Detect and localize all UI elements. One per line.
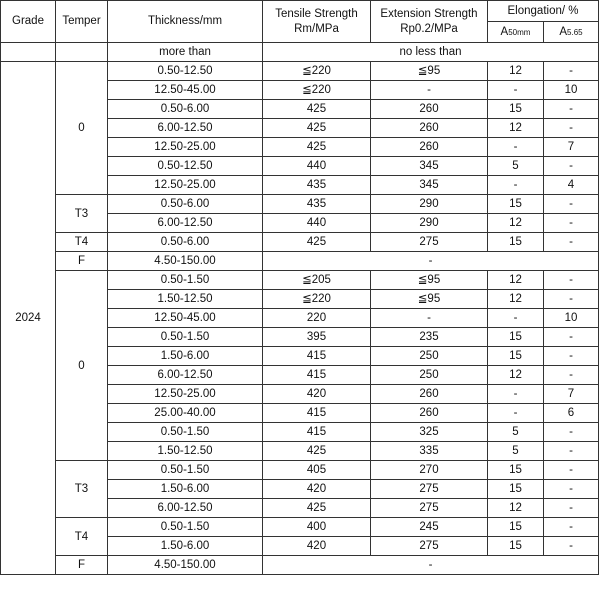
header-thickness: Thickness/mm [108,1,263,43]
header-extension-strength [371,1,488,43]
extension-cell: 250 [371,366,488,385]
thickness-cell: 12.50-45.00 [108,81,263,100]
extension-cell: 290 [371,214,488,233]
thickness-cell: 4.50-150.00 [108,252,263,271]
thickness-cell: 0.50-1.50 [108,518,263,537]
thickness-cell: 0.50-1.50 [108,271,263,290]
temper-cell: F [56,252,108,271]
header-a565-sub: 5.65 [567,27,583,37]
a50mm-cell: 12 [488,271,544,290]
a565-cell: - [544,442,599,461]
thickness-cell: 1.50-6.00 [108,347,263,366]
a50mm-cell: - [488,81,544,100]
a50mm-cell: 15 [488,518,544,537]
extension-cell: ≦95 [371,290,488,309]
header-no-less-than: no less than [263,43,599,62]
thickness-cell: 12.50-45.00 [108,309,263,328]
a565-cell: - [544,518,599,537]
extension-cell: 260 [371,100,488,119]
tensile-cell: 400 [263,518,371,537]
table-header [1,1,599,62]
a565-cell: 10 [544,309,599,328]
a565-cell: 7 [544,138,599,157]
header-a50mm-sub: 50mm [508,27,531,37]
a565-cell: - [544,537,599,556]
table-row [1,252,599,271]
tensile-cell: 435 [263,176,371,195]
thickness-cell: 0.50-1.50 [108,423,263,442]
extension-cell: 345 [371,176,488,195]
a50mm-cell: 15 [488,100,544,119]
thickness-cell: 6.00-12.50 [108,366,263,385]
tensile-cell: ≦205 [263,271,371,290]
tensile-cell: 420 [263,480,371,499]
grade-cell: 2024 [1,62,56,575]
a565-cell: - [544,347,599,366]
tensile-cell: 425 [263,233,371,252]
a565-cell: - [544,100,599,119]
a565-cell: 7 [544,385,599,404]
extension-cell: ≦95 [371,271,488,290]
a50mm-cell: - [488,138,544,157]
a565-cell: - [544,157,599,176]
thickness-cell: 25.00-40.00 [108,404,263,423]
header-tensile-strength [263,1,371,43]
thickness-cell: 0.50-1.50 [108,461,263,480]
tensile-cell: 415 [263,366,371,385]
table-row [1,195,599,214]
header-a50mm [488,22,544,43]
a50mm-cell: - [488,404,544,423]
tensile-cell: 420 [263,537,371,556]
a565-cell: - [544,499,599,518]
a50mm-cell: 12 [488,214,544,233]
a565-cell: - [544,480,599,499]
a565-cell: - [544,62,599,81]
extension-cell: 260 [371,385,488,404]
extension-cell: 250 [371,347,488,366]
thickness-cell: 6.00-12.50 [108,214,263,233]
a50mm-cell: 15 [488,328,544,347]
a50mm-cell: - [488,309,544,328]
thickness-cell: 6.00-12.50 [108,119,263,138]
a50mm-cell: 12 [488,366,544,385]
temper-cell: T4 [56,518,108,556]
extension-cell: 275 [371,537,488,556]
a565-cell: 10 [544,81,599,100]
extension-cell: 245 [371,518,488,537]
header-extension-line1: Extension Strength [380,7,478,20]
table-row [1,556,599,575]
a565-cell: - [544,461,599,480]
tensile-cell: 425 [263,119,371,138]
extension-cell: 275 [371,480,488,499]
a50mm-cell: 5 [488,157,544,176]
extension-cell: 345 [371,157,488,176]
extension-cell: 235 [371,328,488,347]
temper-cell: 0 [56,62,108,195]
extension-cell: 335 [371,442,488,461]
tensile-cell: ≦220 [263,62,371,81]
a565-cell: 6 [544,404,599,423]
header-more-than: more than [108,43,263,62]
tensile-cell: 440 [263,157,371,176]
tensile-cell: 425 [263,138,371,157]
tensile-cell: 415 [263,404,371,423]
temper-cell: 0 [56,271,108,461]
a565-cell: - [544,366,599,385]
tensile-cell: 435 [263,195,371,214]
temper-cell: T3 [56,461,108,518]
thickness-cell: 1.50-12.50 [108,290,263,309]
tensile-cell: 425 [263,442,371,461]
temper-cell: T4 [56,233,108,252]
merged-value-cell: - [263,252,599,271]
tensile-cell: 440 [263,214,371,233]
extension-cell: 270 [371,461,488,480]
a565-cell: - [544,290,599,309]
extension-cell: 290 [371,195,488,214]
tensile-cell: 415 [263,423,371,442]
tensile-cell: 425 [263,100,371,119]
thickness-cell: 1.50-6.00 [108,480,263,499]
a50mm-cell: 5 [488,442,544,461]
merged-value-cell: - [263,556,599,575]
thickness-cell: 12.50-25.00 [108,176,263,195]
tensile-cell: 395 [263,328,371,347]
thickness-cell: 0.50-12.50 [108,157,263,176]
a50mm-cell: 15 [488,480,544,499]
header-extension-line2: Rp0.2/MPa [400,22,458,35]
a50mm-cell: 15 [488,233,544,252]
tensile-cell: 405 [263,461,371,480]
table-body [1,62,599,575]
header-a565 [544,22,599,43]
thickness-cell: 6.00-12.50 [108,499,263,518]
thickness-cell: 1.50-12.50 [108,442,263,461]
extension-cell: 275 [371,233,488,252]
temper-cell: F [56,556,108,575]
a565-cell: - [544,233,599,252]
a50mm-cell: 12 [488,62,544,81]
header-grade: Grade [1,1,56,43]
a50mm-cell: - [488,385,544,404]
thickness-cell: 12.50-25.00 [108,138,263,157]
a50mm-cell: 12 [488,290,544,309]
a565-cell: - [544,214,599,233]
a565-cell: - [544,328,599,347]
thickness-cell: 12.50-25.00 [108,385,263,404]
extension-cell: ≦95 [371,62,488,81]
thickness-cell: 0.50-12.50 [108,62,263,81]
header-tensile-line2: Rm/MPa [294,22,339,35]
a50mm-cell: 15 [488,537,544,556]
header-blank-grade [1,43,56,62]
a50mm-cell: - [488,176,544,195]
a50mm-cell: 12 [488,499,544,518]
header-a50mm-main: A [500,25,509,38]
a565-cell: - [544,423,599,442]
header-blank-temper [56,43,108,62]
table-row [1,518,599,537]
tensile-cell: 420 [263,385,371,404]
extension-cell: 260 [371,138,488,157]
thickness-cell: 0.50-6.00 [108,195,263,214]
thickness-cell: 4.50-150.00 [108,556,263,575]
extension-cell: 275 [371,499,488,518]
a565-cell: 4 [544,176,599,195]
a565-cell: - [544,271,599,290]
thickness-cell: 0.50-1.50 [108,328,263,347]
thickness-cell: 0.50-6.00 [108,100,263,119]
tensile-cell: ≦220 [263,290,371,309]
header-tensile-line1: Tensile Strength [275,7,358,20]
header-temper: Temper [56,1,108,43]
extension-cell: 260 [371,119,488,138]
tensile-cell: 425 [263,499,371,518]
thickness-cell: 0.50-6.00 [108,233,263,252]
extension-cell: - [371,309,488,328]
a565-cell: - [544,119,599,138]
a50mm-cell: 15 [488,461,544,480]
tensile-cell: 220 [263,309,371,328]
a50mm-cell: 5 [488,423,544,442]
a50mm-cell: 12 [488,119,544,138]
table-row [1,461,599,480]
temper-cell: T3 [56,195,108,233]
tensile-cell: 415 [263,347,371,366]
extension-cell: - [371,81,488,100]
table-row [1,62,599,81]
thickness-cell: 1.50-6.00 [108,537,263,556]
tensile-cell: ≦220 [263,81,371,100]
header-elongation: Elongation/ % [488,1,599,22]
a50mm-cell: 15 [488,347,544,366]
extension-cell: 260 [371,404,488,423]
a565-cell: - [544,195,599,214]
table-row [1,233,599,252]
extension-cell: 325 [371,423,488,442]
header-a565-main: A [559,25,568,38]
a50mm-cell: 15 [488,195,544,214]
table-row [1,271,599,290]
